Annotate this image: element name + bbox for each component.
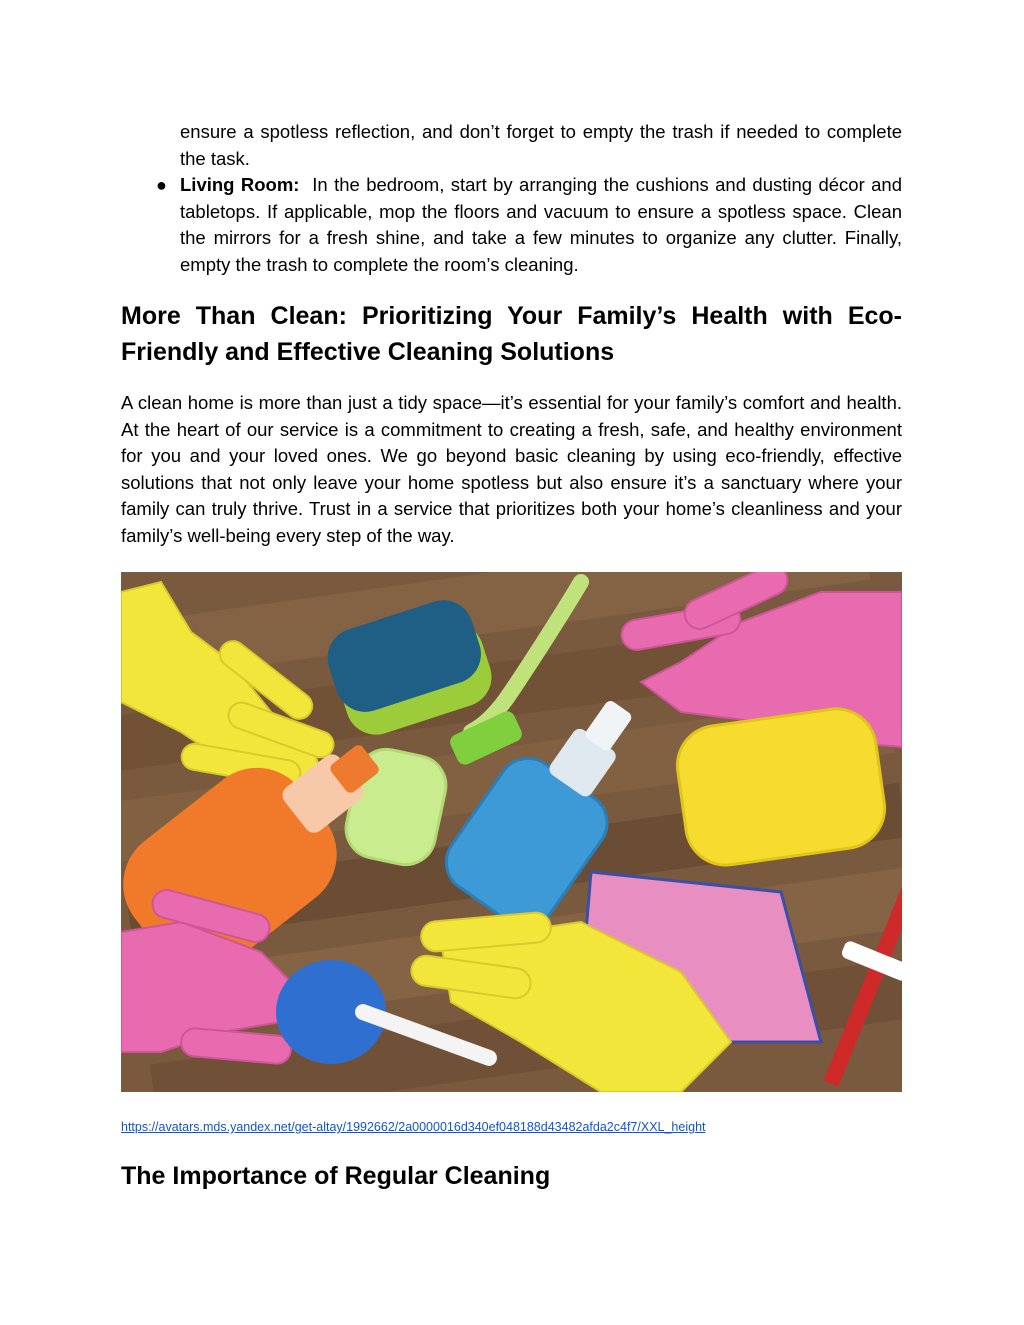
cleaning-supplies-illustration <box>121 572 902 1092</box>
body-paragraph: A clean home is more than just a tidy space—it’s essential for your family’s comfort and health. At the heart of our service is a commitment to creating a fresh, safe, and healthy environment for you and your loved ones. We go beyond basic cleaning by using eco-friendly, effective solutions that not only leave your home spotless but also ensure it’s a sanctuary where your family can truly thrive. Trust in a service that prioritizes both your home’s cleanliness and your family’s well-being every step of the way. <box>121 392 902 546</box>
section-heading: More Than Clean: Prioritizing Your Family’s Health with Eco-Friendly and Effective Cleaning Solutions <box>121 302 902 366</box>
bullet-marker: ● <box>156 175 167 195</box>
cleaning-supplies-photo <box>121 572 902 1092</box>
bullet-body: In the bedroom, start by arranging the cushions and dusting décor and tabletops. If applicable, mop the floors and vacuum to ensure a spotless space. Clean the mirrors for a fresh shine, and take a few minutes to organize any clutter. Finally, empty the trash to complete the room’s cleaning. <box>180 174 903 275</box>
bullet-label: Living Room: <box>180 174 300 195</box>
next-section-heading: The Importance of Regular Cleaning <box>121 1162 551 1190</box>
bullet-text <box>180 172 902 278</box>
continuation-text: ensure a spotless reflection, and don’t forget to empty the trash if needed to complete the task. <box>180 121 902 169</box>
image-credit-link[interactable]: https://avatars.mds.yandex.net/get-altay/1992662/2a0000016d340ef048188d43482afda2c4f7/XXL_height <box>121 1120 706 1134</box>
